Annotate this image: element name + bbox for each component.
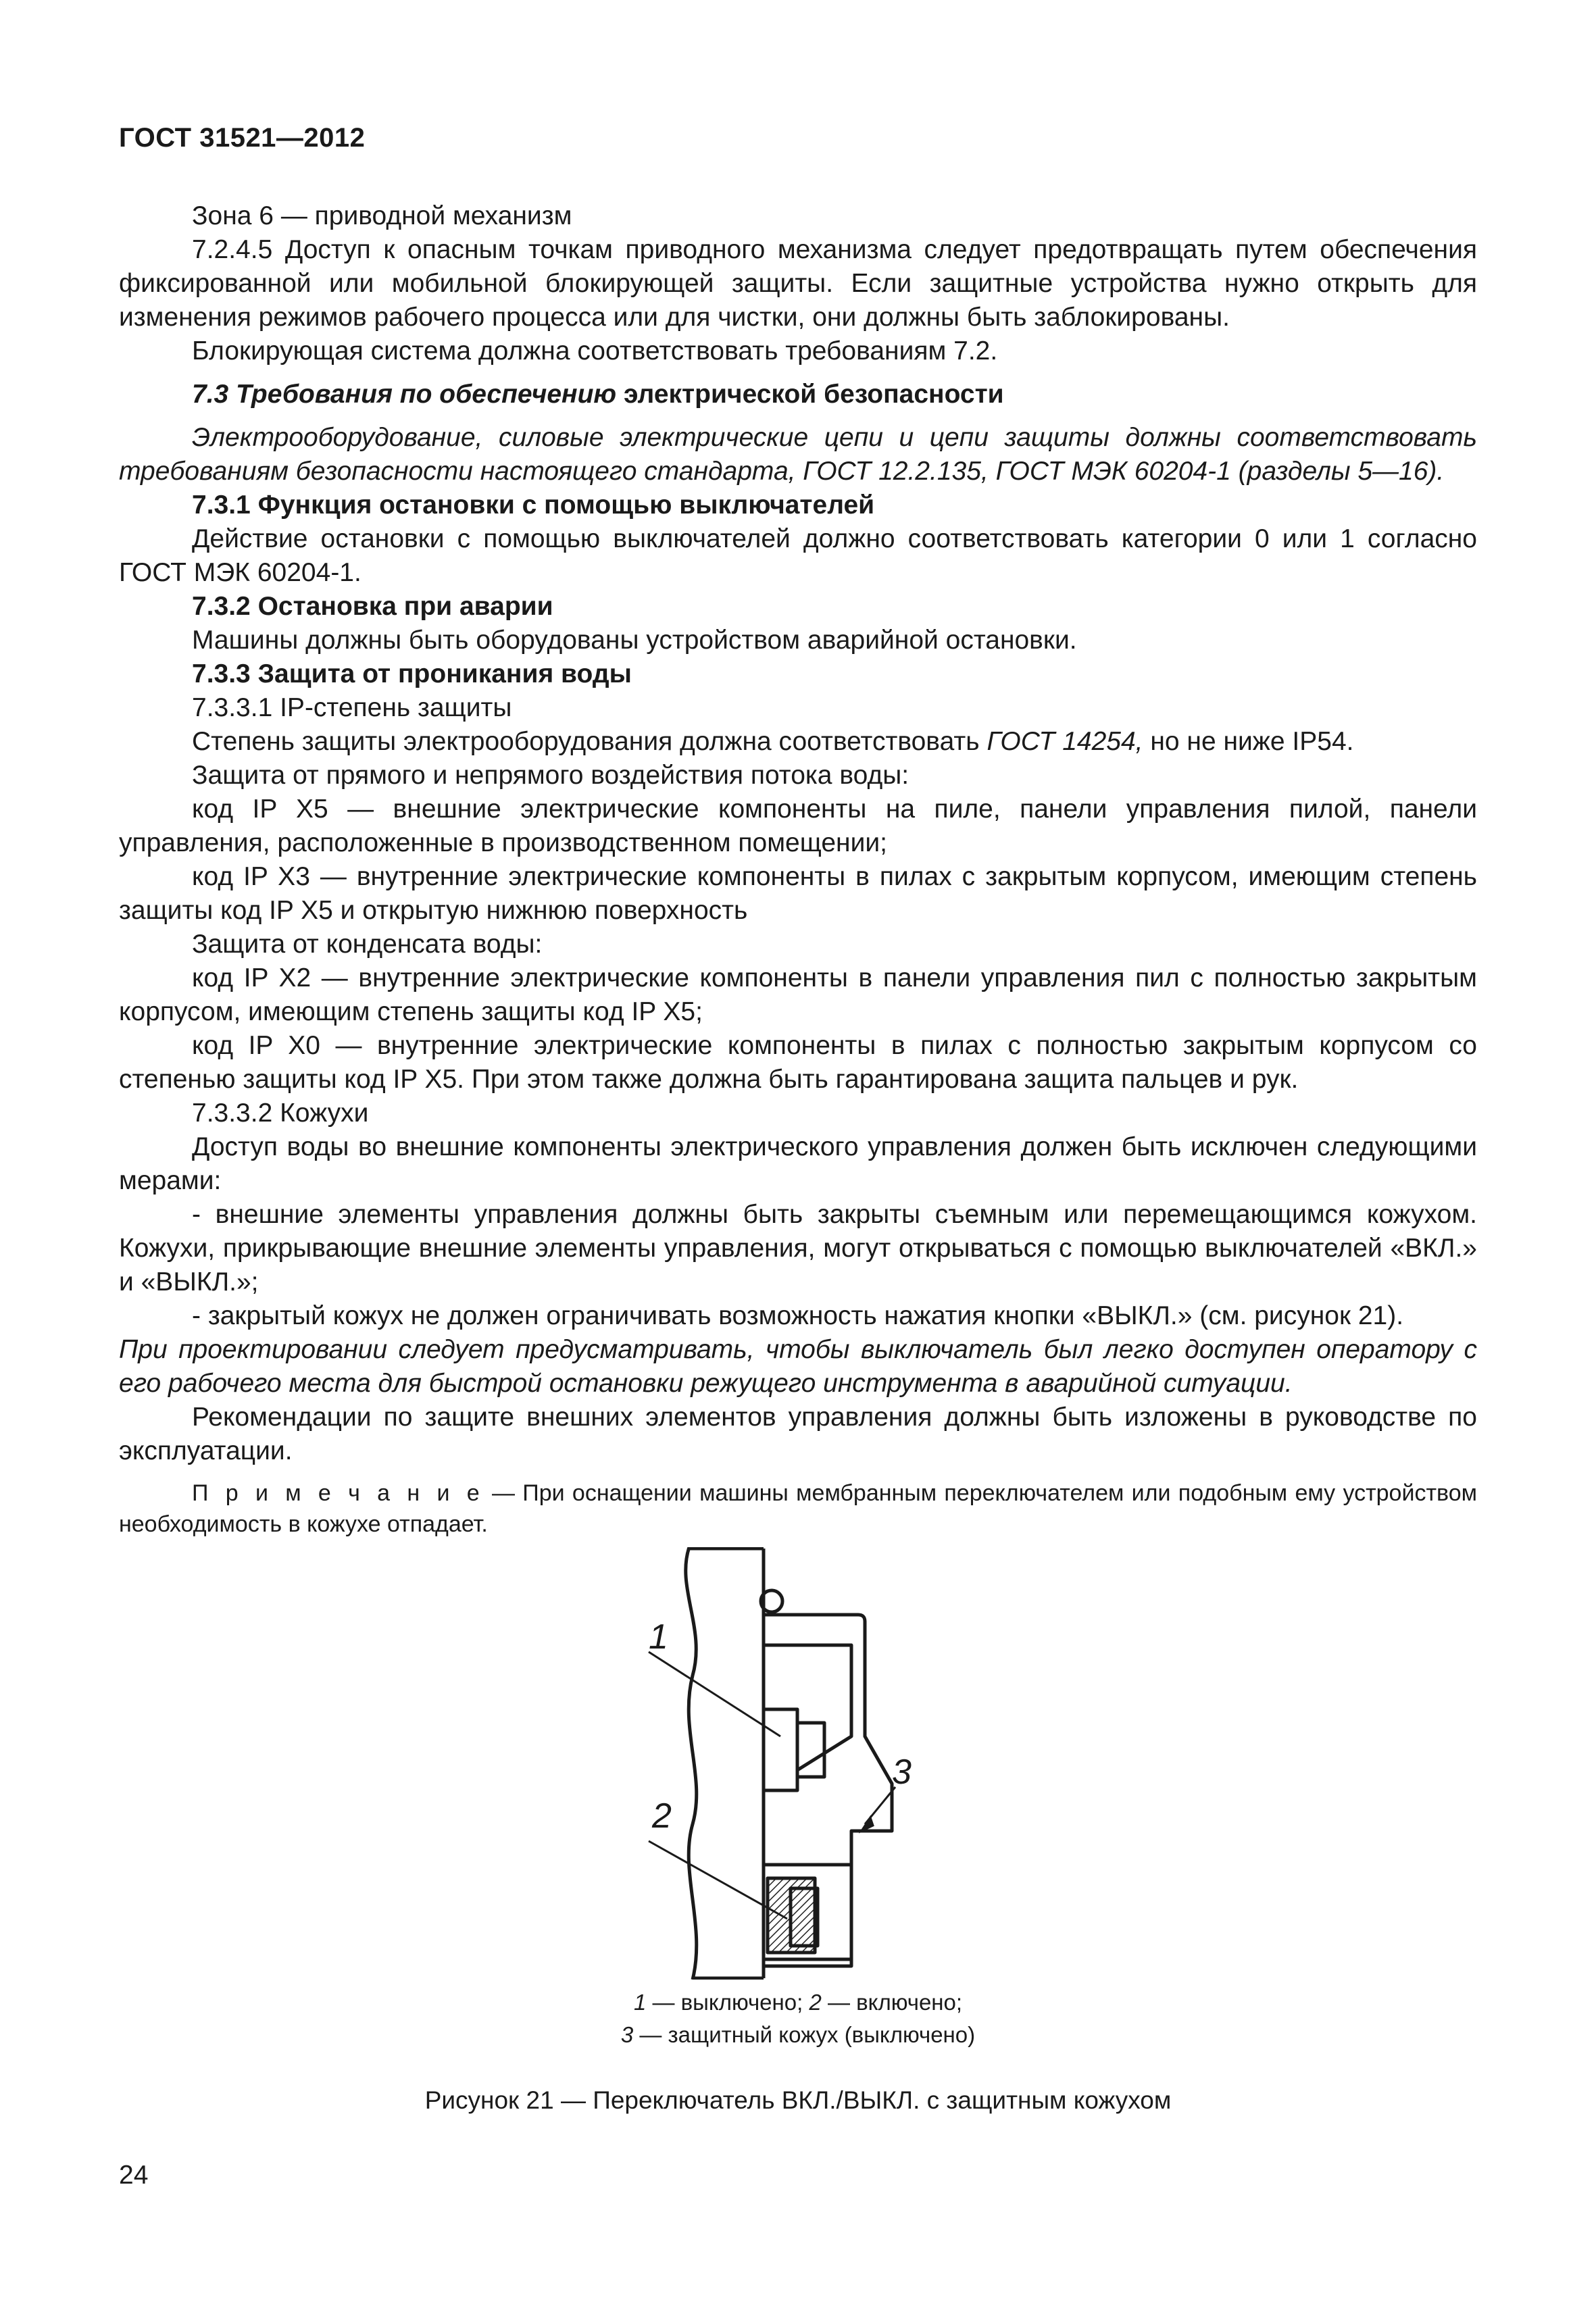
document-header: ГОСТ 31521—2012 [119, 123, 366, 153]
arrowhead-3 [862, 1817, 873, 1831]
paragraph: код IP X2 — внутренние электрические компоненты в панели управления пил с полностью закрытым корпусом, имеющим степень защиты код IP X5; [119, 963, 1477, 1026]
paragraph: 7.3.3.2 Кожухи [192, 1099, 369, 1128]
standard-reference: ГОСТ 14254, [987, 727, 1143, 756]
section-heading: 7.3.2 Остановка при аварии [192, 592, 553, 621]
page-number: 24 [119, 2161, 149, 2190]
panel-break-line [686, 1547, 697, 1980]
figure-label-1: 1 [649, 1617, 668, 1657]
paragraph: код IP X3 — внутренние электрические компоненты в пилах с закрытым корпусом, имеющим степень защиты код IP X5 и открытую нижнюю поверхность [119, 862, 1477, 925]
paragraph: Рекомендации по защите внешних элементов управления должны быть изложены в руководстве по эксплуатации. [119, 1403, 1477, 1465]
section-heading: 7.3.3 Защита от проникания воды [192, 659, 632, 688]
figure-label-2: 2 [652, 1796, 672, 1836]
heading-italic-part: 7.3 Требования по обеспечению [192, 380, 617, 409]
document-body [119, 199, 1477, 1540]
paragraph: Электрооборудование, силовые электрические цепи и цепи защиты должны соответствовать требованиям безопасности настоящего стандарта, ГОСТ 12.2.135, ГОСТ МЭК 60204-1 (разделы 5—16). [119, 423, 1477, 486]
paragraph: код IP X5 — внешние электрические компоненты на пиле, панели управления пилой, панели управления, расположенные в производственном помещении; [119, 795, 1477, 857]
figure-21-switch-drawing [595, 1547, 959, 1980]
section-heading: 7.3.1 Функция остановки с помощью выключателей [192, 491, 875, 520]
paragraph: Машины должны быть оборудованы устройством аварийной остановки. [192, 626, 1077, 655]
paragraph: - закрытый кожух не должен ограничивать возможность нажатия кнопки «ВЫКЛ.» (см. рисунок 21). [192, 1301, 1404, 1330]
paragraph: Зона 6 — приводной механизм [192, 201, 572, 230]
paragraph: код IP X0 — внутренние электрические компоненты в пилах с полностью закрытым корпусом со степенью защиты код IP X5. При этом также должна быть гарантирована защита пальцев и рук. [119, 1031, 1477, 1094]
paragraph: Защита от конденсата воды: [192, 930, 543, 959]
paragraph: - внешние элементы управления должны быть закрыты съемным или перемещающимся кожухом. Кожухи, прикрывающие внешние элементы управления, могут открываться с помощью выключателей «ВКЛ.» и «ВЫКЛ.»; [119, 1200, 1477, 1297]
heading-regular-part: электрической безопасности [616, 380, 1004, 409]
paragraph-italic: При проектировании следует предусматривать, чтобы выключатель был легко доступен оператору с его рабочего места для быстрой остановки режущего инструмента в аварийной ситуации. [119, 1335, 1477, 1398]
paragraph: Блокирующая система должна соответствовать требованиям 7.2. [192, 336, 998, 366]
paragraph-ip-degree: Степень защиты электрооборудования должна соответствовать ГОСТ 14254, но не ниже IP54. [192, 727, 1354, 756]
paragraph: 7.3.3.1 IP-степень защиты [192, 693, 512, 722]
figure-legend-line-1: 1 — выключено; 2 — включено; [633, 1990, 963, 2015]
figure-label-3: 3 [892, 1753, 912, 1792]
figure-caption: Рисунок 21 — Переключатель ВКЛ./ВЫКЛ. с защитным кожухом [424, 2086, 1172, 2114]
figure-legend-line-2: 3 — защитный кожух (выключено) [620, 2022, 976, 2047]
note [119, 1478, 1477, 1540]
off-button [764, 1709, 797, 1790]
paragraph: Защита от прямого и непрямого воздействия потока воды: [192, 761, 909, 790]
paragraph: Доступ воды во внешние компоненты электрического управления должен быть исключен следующими мерами: [119, 1132, 1477, 1195]
paragraph: 7.2.4.5 Доступ к опасным точкам приводного механизма следует предотвращать путем обеспечения фиксированной или мобильной блокирующей защиты. Если защитные устройства нужно открыть для изменения режимов рабочего процесса или для чистки, они должны быть заблокированы. [119, 235, 1477, 332]
leader-line-1 [649, 1652, 780, 1736]
note-text: — При оснащении машины мембранным переключателем или подобным ему устройством необходимость в кожухе отпадает. [119, 1480, 1477, 1537]
section-heading-7-3 [119, 378, 1477, 411]
note-label: П р и м е ч а н и е [192, 1480, 484, 1506]
paragraph: Действие остановки с помощью выключателей должно соответствовать категории 0 или 1 согласно ГОСТ МЭК 60204-1. [119, 524, 1477, 587]
